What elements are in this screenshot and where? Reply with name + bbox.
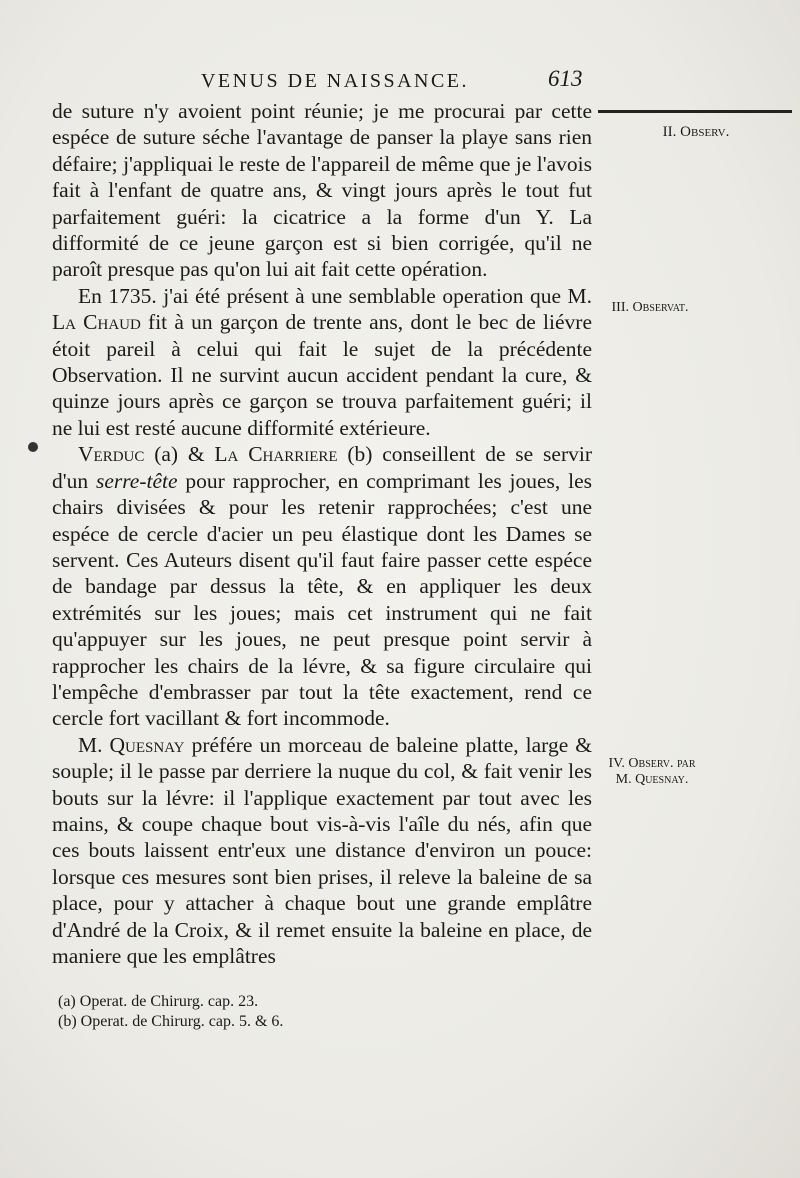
text-run: La Charriere	[214, 442, 338, 467]
footnote-a	[58, 992, 558, 1012]
text-run: Quesnay	[109, 732, 185, 757]
body-text	[52, 98, 592, 969]
margin-note-observation-4: IV. Observ. par M. Quesnay.	[608, 756, 696, 787]
paragraph	[52, 283, 592, 441]
text-run: Verduc	[78, 442, 145, 467]
margin-rule	[598, 110, 792, 113]
margin-note-observation-2: II. Observ.	[662, 124, 730, 140]
page-number: 613	[548, 66, 583, 91]
running-head-title: VENUS DE NAISSANCE.	[200, 70, 470, 92]
ink-blot	[28, 442, 38, 452]
footnote-text: Operat. de Chirurg. cap. 23.	[79, 993, 259, 1010]
text-run: La Chaud	[52, 310, 141, 335]
paragraph	[52, 98, 592, 283]
paragraph	[52, 441, 592, 731]
footnotes	[58, 992, 558, 1032]
margin-note-observation-3: III. Observat.	[611, 300, 689, 315]
text-run: (a) &	[144, 442, 215, 467]
footnote-b	[58, 1012, 558, 1032]
footnote-text: Operat. de Chirurg. cap. 5. & 6.	[80, 1013, 284, 1030]
paragraph	[52, 732, 592, 970]
text-run: M.	[78, 732, 110, 757]
footnote-mark: (a)	[58, 993, 76, 1010]
text-run: fit à un garçon de trente ans, dont le bec de liévre étoit pareil à celui qui fait le sujet de la précédente Observation. Il ne survint aucun accident pendant la cure, & quinze jours après ce garçon se trouva parfaitement guéri; il ne lui est resté aucune difformité extérieure.	[52, 310, 592, 440]
footnote-mark: (b)	[58, 1013, 77, 1030]
text-run: de suture n'y avoient point réunie; je me procurai par cette espéce de suture séche l'avantage de panser la playe sans rien défaire; j'appliquai le reste de l'appareil de même que je l'avois fait à l'enfant de quatre ans, & vingt jours après le tout fut parfaitement guéri: la cicatrice a la forme d'un Y. La difformité de ce jeune garçon est si bien corrigée, qu'il ne paroît presque pas qu'on lui ait fait cette opération.	[52, 99, 592, 282]
text-run: serre-tête	[95, 468, 178, 493]
text-run: pour rapprocher, en comprimant les joues, les chairs divisées & pour les retenir rapprochées; c'est une espéce de cercle d'acier un peu élastique dont les Dames se servent. Ces Auteurs disent qu'il faut faire passer cette espéce de bandage par dessus la tête, & en appliquer les deux extrémités sur les joues; mais cet instrument qui ne fait qu'appuyer sur les joues, ne peut presque point servir à rapprocher les chairs de la lévre, & sa figure circulaire qui l'empêche d'embrasser par tout la tête exactement, rend ce cercle fort vacillant & fort incommode.	[52, 468, 592, 731]
text-run: En 1735. j'ai été présent à une semblable operation que M.	[78, 283, 592, 308]
text-run: (b) conseillent de se servir d'un	[52, 442, 592, 493]
text-run: préfére un morceau de baleine platte, large & souple; il le passe par derriere la nuque du col, & fait venir les bouts sur la lévre: il l'applique exactement par tout avec les mains, & coupe chaque bout vis-à-vis l'aîle du nés, afin que ces bouts laissent entr'eux une distance d'environ un pouce: lorsque ces mesures sont bien prises, il releve la baleine de sa place, pour y attacher à chaque bout une grande emplâtre d'André de la Croix, & il remet ensuite la baleine en place, de maniere que les emplâtres	[52, 732, 592, 968]
